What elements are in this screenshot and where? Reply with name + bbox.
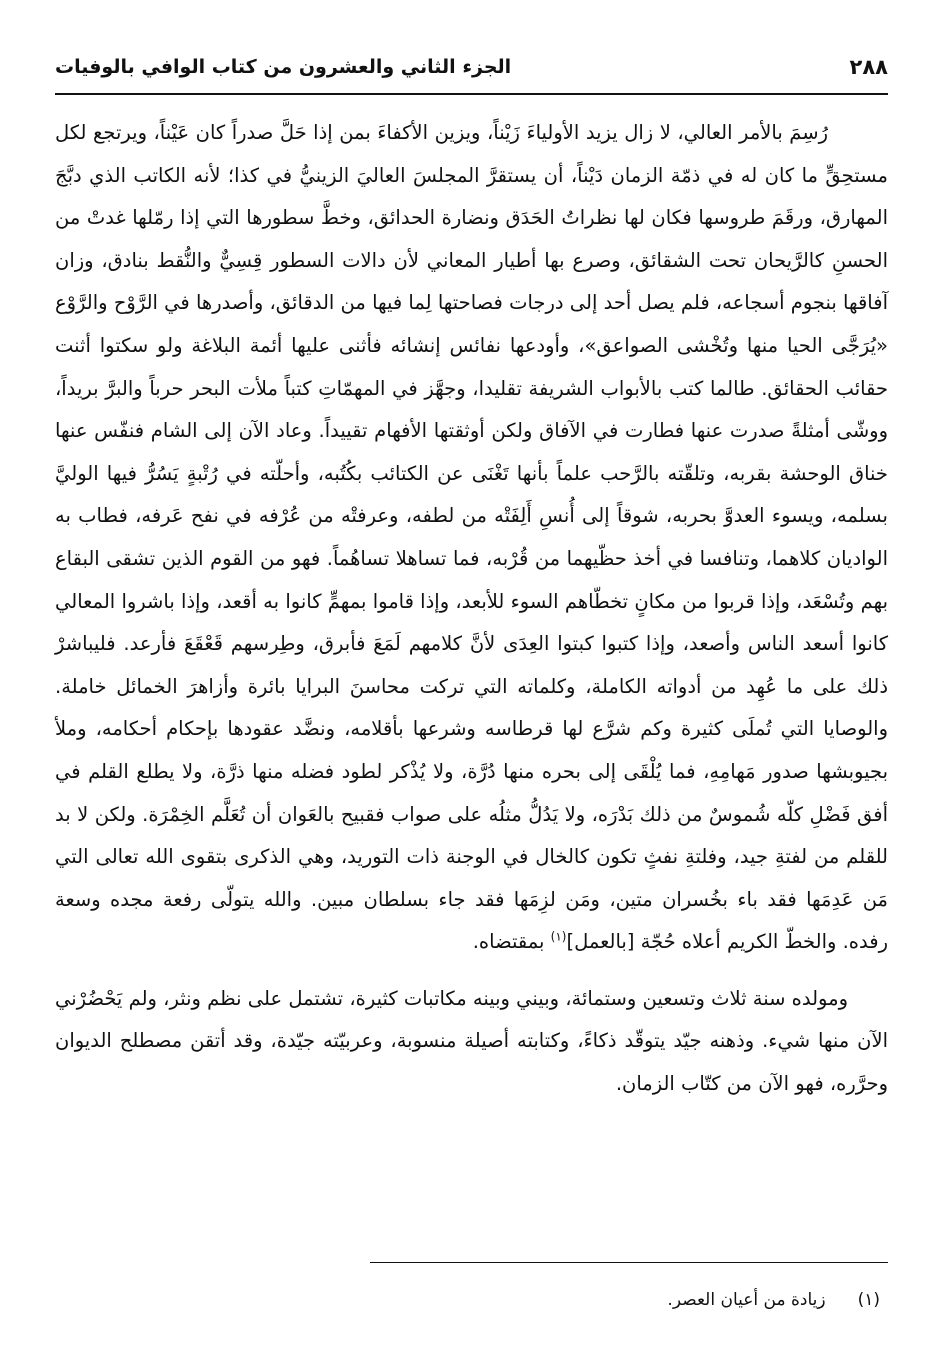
footnote [300,1290,880,1310]
header-rule [55,93,888,95]
footnote-rule [370,1262,888,1263]
paragraph-decree [55,112,888,964]
paragraph-biography: ومولده سنة ثلاث وتسعين وستمائة، وبيني وبينه مكاتبات كثيرة، تشتمل على نظم ونثر، ولم يَحْضُرْني الآن منها شيء. وذهنه جيّد يتوقّد ذكاءً، وكتابته أصيلة منسوبة، وعربيّته جيّدة، وقد أتقن مصطلح الديوان وحرَّره، فهو الآن من كتّاب الزمان. [55,986,888,1096]
footnote-text: زيادة من أعيان العصر. [667,1290,826,1310]
footnote-number: (١) [857,1290,880,1310]
running-head [55,44,888,90]
page-number: ٢٨٨ [849,55,888,79]
book-title: الجزء الثاني والعشرون من كتاب الوافي بالوفيات [55,56,512,78]
main-text [55,112,888,1106]
footnote-reference[interactable]: (١) [550,929,567,944]
paragraph-decree-ending: بمقتضاه. [472,930,551,954]
paragraph-decree-text: رُسِمَ بالأمر العالي، لا زال يزيد الأولياءَ زَيْناً، ويزين الأكفاءَ بمن إذا حَلَّ صدراً كان عَيْناً، ويرتجع لكل مستحِقٍّ ما كان له في ذمّة الزمان دَيْناً، أن يستقرَّ المجلسَ العاليَ الزينيُّ في كذا؛ لأنه الكاتب الذي دبَّجَ المهارق، ورقَمَ طروسها فكان لها نظراتُ الحَدَق ونضارة الحدائق، وخطَّ سطورها التي إذا رمّلها غدتْ من الحسنِ كالرَّيحان تحت الشقائق، وصرع بها أطيار المعاني لأن دالات السطور قِسِيٌّ والنُّقط بنادق، وزان آفاقها بنجوم أسجاعه، فلم يصل أحد إلى درجات فصاحتها لِما فيها من الدقائق، وأصدرها في الرَّوْح والرَّوْع «يُرَجَّى الحيا منها وتُخْشى الصواعق»، وأودعها نفائس إنشائه فأثنى عليها أئمة البلاغة ولو سكتوا أثنت حقائب الحقائق. طالما كتب بالأبواب الشريفة تقليدا، وجهَّز في المهمّاتِ كتباً ملأت البحر حرباً والبرَّ بريداً، ووشّى أمثلةً صدرت عنها فطارت في الآفاق ولكن أوثقتها الأفهام تقييداً. وعاد الآن إلى الشام فنفّس عنها خناق الوحشة بقربه، وتلقّته بالرَّحب علماً بأنها تَغْنَى عن الكتائب بكُتُبه، وأحلّته في رُتْبةٍ يَسُرُّ فيها الوليَّ بسلمه، ويسوء العدوَّ بحربه، شوقاً إلى أُنسِ أَلِفَتْه من لطفه، وعرفتْه من عُرْفه في نفح عَرفه، فطاب به الواديان كلاهما، وتنافسا في أخذ حظّيهما من قُرْبه، فما تساهلا تساهُماً. فهو من القوم الذين تشقى البقاع بهم وتُسْعَد، وإذا قربوا من مكانٍ تخطّاهم السوء للأبعد، وإذا قاموا بمهمٍّ كانوا به أقعد، وإذا باشروا المعالي كانوا أسعد الناس وأصعد، وإذا كتبوا كبتوا العِدَى لأنَّ كلامهم لَمَعَ فأبرق، وطِرسهم قَعْقَعَ فأرعد. فليباشرْ ذلك على ما عُهِد من أدواته الكاملة، وكلماته التي تركت محاسنَ البرايا بائرة وأزاهرَ الخمائل خاملة. والوصايا التي تُملَى كثيرة وكم شرَّع لها قرطاسه وشرعها بأقلامه، ونضَّد عقودها بإحكام أحكامه، وملأ بجيوبشها صدور مَهامِهِ، فما يُلْقَى إلى بحره منها دُرَّة، ولا يُذْكر لطود فضله منها ذرَّة، ولا يطلع القلم في أفق فَضْلِ كلّه شُموسٌ من ذلك بَدْرَه، ولا يَدُلُّ مثلُه على صواب فقبيح بالعَوان أن تُعَلَّم الخِمْرَة. ولكن لا بد للقلم من لفتةِ جيد، وفلتةِ نفثٍ تكون كالخال في الوجنة ذات التوريد، وهي الذكرى بتقوى الله تعالى التي مَن عَدِمَها فقد باء بخُسران متين، ومَن لزِمَها فقد جاء بسلطان مبين. والله يتولّى رفعة مجده وسعة رفده. والخطّ الكريم أعلاه حُجّة [بالعمل] [55,121,888,954]
